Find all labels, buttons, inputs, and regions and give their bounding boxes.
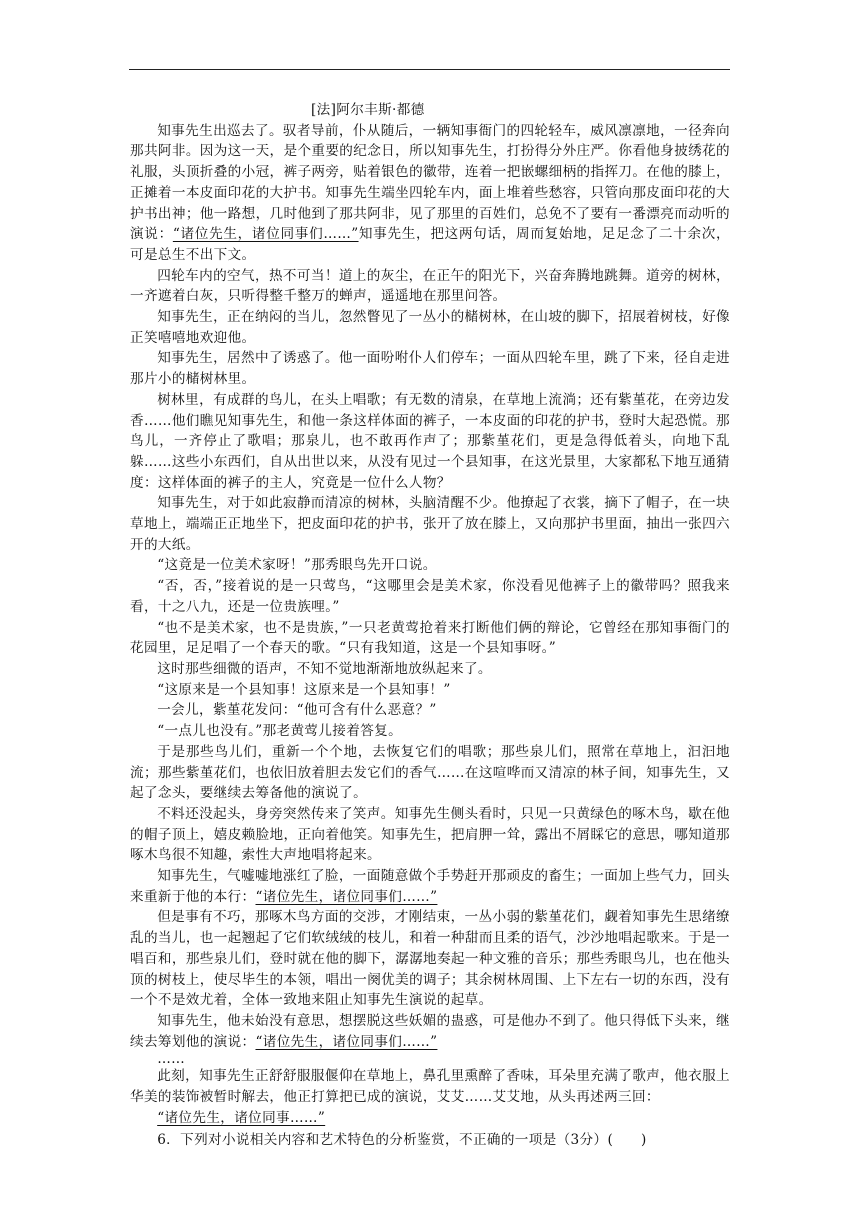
paragraph: “这竟是一位美术家呀！”那秀眼鸟先开口说。: [157, 557, 437, 574]
paragraph: “这原来是一个县知事！这原来是一个县知事！”: [157, 681, 451, 698]
paragraph: 四轮车内的空气，热不可当！道上的灰尘，在正午的阳光下，兴奋奔腾地跳舞。道旁的树林，一齐遮着白灰，只听得整千整万的蝉声，遥遥地在那里问答。: [130, 267, 730, 305]
underlined-quote: “诸位先生，诸位同事们……”: [172, 226, 359, 243]
author-line: [法]阿尔丰斯·都德: [311, 102, 425, 118]
paragraph: 于是那些鸟儿们，重新一个个地，去恢复它们的唱歌；那些泉儿们，照常在草地上，汩汩地流；那些紫堇花们，也依旧放着胆去发它们的香气……在这喧哗而又清凉的林子间，知事先生，又起了念头，要继续去筹备他的演说了。: [130, 743, 730, 802]
paragraph: 知事先生，对于如此寂静而清凉的树林，头脑清醒不少。他撩起了衣裳，摘下了帽子，在一块草地上，端端正正地坐下，把皮面印花的护书，张开了放在膝上，又向那护书里面，抽出一张四六开的大纸。: [130, 495, 730, 553]
underlined-quote: “诸位先生，诸位同事……”: [157, 1109, 326, 1126]
paragraph-text: 知事先生，他未始没有意思，想摆脱这些妖媚的蛊惑，可是他办不到了。他只得低下头来，继续去筹划他的演说：: [130, 1012, 730, 1050]
paragraph: [130, 1011, 730, 1052]
paragraph: 知事先生，居然中了诱惑了。他一面吩咐仆人们停车；一面从四轮车里，跳了下来，径自走进那片小的槠树林里。: [130, 350, 730, 388]
document-body: [130, 100, 730, 1151]
underlined-quote: “诸位先生，诸位同事们……”: [255, 1033, 438, 1050]
paragraph: 一会儿，紫堇花发问：“他可含有什么恶意？”: [157, 702, 437, 719]
paragraph: “也不是美术家，也不是贵族，”一只老黄莺抢着来打断他们俩的辩论，它曾经在那知事衙门的花园里，足足唱了一个春天的歌。“只有我知道，这是一个县知事呀。”: [130, 619, 730, 657]
paragraph: 树林里，有成群的鸟儿，在头上唱歌；有无数的清泉，在草地上流淌；还有紫堇花，在旁边发香……他们瞧见知事先生，和他一条这样体面的裤子，一本皮面的印花的护书，登时大起恐慌。那鸟儿，一齐停止了歌唱；那泉儿，也不敢再作声了；那紫堇花们，更是急得低着头，向地下乱躲……这些小东西们，自从出世以来，从没有见过一个县知事，在这光景里，大家都私下地互通猜度：这样体面的裤子的主人，究竟是一位什么人物？: [130, 391, 730, 491]
paragraph: “否，否，”接着说的是一只莺鸟，“这哪里会是美术家，你没看见他裤子上的徽带吗？照我来看，十之八九，还是一位贵族哩。”: [130, 578, 730, 615]
paragraph-text: 知事先生，把这两句话，周而复始地，足足念了二十余次，可是总生不出下文。: [130, 226, 730, 263]
underlined-quote: “诸位先生，诸位同事们……”: [255, 888, 438, 905]
paragraph: [130, 1108, 730, 1129]
ellipsis-line: ……: [157, 1051, 186, 1068]
paragraph: 但是事有不巧，那啄木鸟方面的交涉，才刚结束，一丛小弱的紫堇花们，觑着知事先生思绪缭乱的当儿，也一起翘起了它们软绒绒的枝儿，和着一种甜而且柔的语气，沙沙地唱起歌来。于是一唱百和，那些泉儿们，登时就在他的脚下，潺潺地奏起一种文雅的音乐；那些秀眼鸟儿，也在他头顶的树枝上，使尽毕生的本领，唱出一阕优美的调子；其余树林周围、上下左右一切的东西，没有一个不是效尤着，全体一致地来阻止知事先生演说的起草。: [130, 909, 730, 1009]
paragraph: 这时那些细微的语声，不知不觉地渐渐地放纵起来了。: [157, 660, 492, 677]
paragraph-text: 知事先生出巡去了。驭者导前，仆从随后，一辆知事衙门的四轮轻车，威风凛凛地，一径奔向那共阿非。因为这一天，是个重要的纪念日，所以知事先生，打扮得分外庄严。你看他身披绣花的礼服，头顶折叠的小冠，裤子两旁，贴着银色的徽带，连着一把嵌螺细柄的指挥刀。在他的膝上，正摊着一本皮面印花的大护书。知事先生端坐四轮车内，面上堆着些愁容，只管向那皮面印花的大护书出神；他一路想，几时他到了那共阿非，见了那里的百姓们，总免不了要有一番漂亮而动听的演说：: [130, 122, 730, 243]
paragraph-text: 知事先生，气嘘嘘地涨红了脸，一面随意做个手势赶开那顽皮的畜生；一面加上些气力，回头来重新于他的本行：: [130, 868, 730, 905]
paragraph: “一点儿也没有。”那老黄莺儿接着答复。: [157, 723, 403, 740]
paragraph: 不料还没起头，身旁突然传来了笑声。知事先生侧头看时，只见一只黄绿色的啄木鸟，歇在他的帽子顶上，嬉皮赖脸地，正向着他笑。知事先生，把肩胛一耸，露出不屑睬它的意思，哪知道那啄木鸟很不知趣，索性大声地唱将起来。: [130, 805, 730, 864]
paragraph: 此刻，知事先生正舒舒服服偃仰在草地上，鼻孔里熏醉了香味，耳朵里充满了歌声，他衣服上华美的装饰被暂时解去，他正打算把已成的演说，艾艾……艾艾地，从头再述两三回：: [130, 1068, 730, 1106]
top-rule: [129, 69, 730, 70]
paragraph: [130, 121, 730, 266]
paragraph: 知事先生，正在纳闷的当儿，忽然瞥见了一丛小的槠树林，在山坡的脚下，招展着树枝，好像正笑嘻嘻地欢迎他。: [130, 309, 730, 346]
paragraph: [130, 866, 730, 907]
question-6: 6．下列对小说相关内容和艺术特色的分析鉴赏，不正确的一项是（3分）( ): [157, 1132, 647, 1149]
